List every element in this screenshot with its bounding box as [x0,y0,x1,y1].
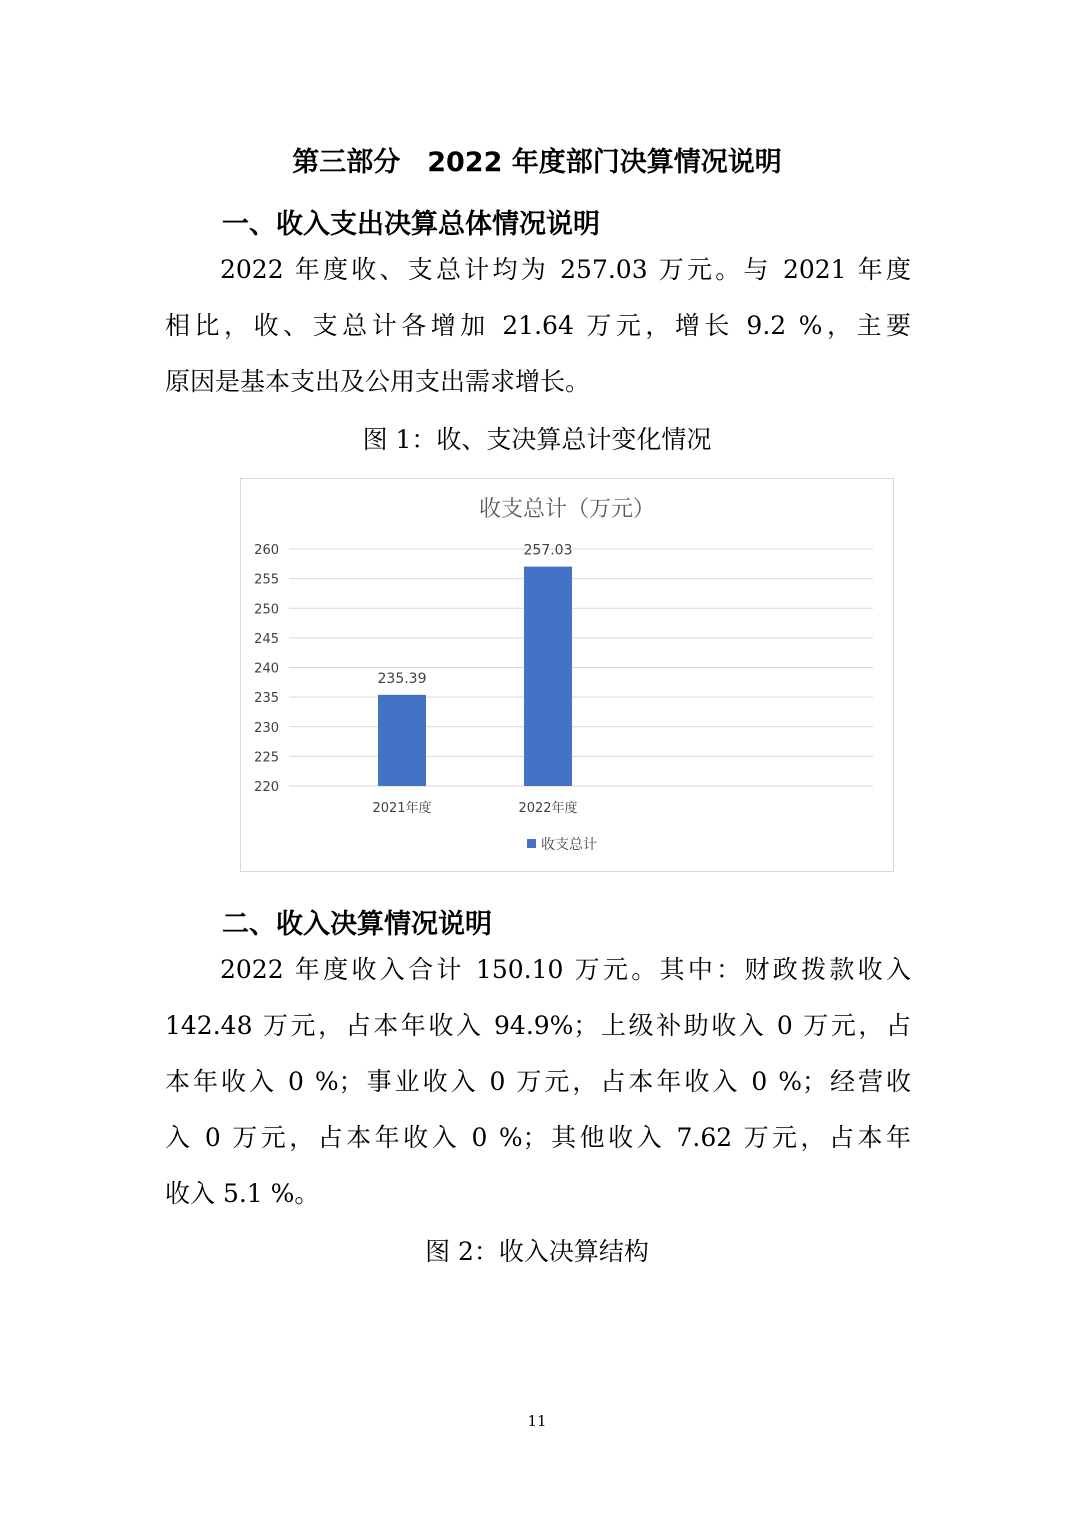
legend-label: 收支总计 [541,837,597,853]
y-tick-label: 220 [254,780,279,795]
chart-gridlines [289,549,873,786]
data-label: 235.39 [377,670,427,687]
page-title: 第三部分 2022 年度部门决算情况说明 [292,147,782,178]
paragraph-line: 2022 年度收入合计 150.10 万元。其中：财政拨款收入 [220,955,911,984]
page-number: 11 [527,1412,547,1430]
section1-paragraph [165,242,911,410]
legend-swatch [527,839,536,848]
paragraph-line: 本年收入 0 %；事业收入 0 万元，占本年收入 0 %；经营收 [165,1067,911,1096]
x-tick-label: 2021年度 [372,801,432,816]
figure2-caption: 图 2：收入决算结构 [425,1237,649,1266]
y-tick-label: 250 [254,602,279,618]
figure1-caption: 图 1：收、支决算总计变化情况 [362,425,712,454]
section1-heading: 一、收入支出决算总体情况说明 [222,209,600,240]
y-tick-label: 225 [254,750,279,766]
y-tick-label: 230 [254,720,279,736]
section2-heading: 二、收入决算情况说明 [222,909,492,940]
chart-y-ticks [254,543,279,795]
bar [378,695,426,786]
paragraph-line: 142.48 万元，占本年收入 94.9%；上级补助收入 0 万元，占 [165,1011,911,1040]
paragraph-line: 2022 年度收、支总计均为 257.03 万元。与 2021 年度 [220,255,911,284]
bar-chart-svg [241,479,893,871]
figure1-chart [240,478,894,872]
section2-paragraph [165,942,911,1222]
y-tick-label: 260 [254,543,279,558]
y-tick-label: 240 [254,661,279,677]
chart-x-ticks [372,800,577,816]
y-tick-label: 245 [254,631,279,647]
chart-title: 收支总计（万元） [478,497,656,522]
data-label: 257.03 [523,542,573,559]
x-tick-label: 2022年度 [518,801,578,816]
paragraph-line: 入 0 万元，占本年收入 0 %；其他收入 7.62 万元，占本年 [165,1123,911,1152]
paragraph-line: 相比，收、支总计各增加 21.64 万元，增长 9.2 %，主要 [165,311,911,340]
paragraph-line: 原因是基本支出及公用支出需求增长。 [165,367,591,396]
y-tick-label: 235 [254,691,279,707]
paragraph-line: 收入 5.1 %。 [165,1179,320,1208]
chart-legend [527,836,597,853]
y-tick-label: 255 [254,572,279,588]
bar [524,567,572,786]
